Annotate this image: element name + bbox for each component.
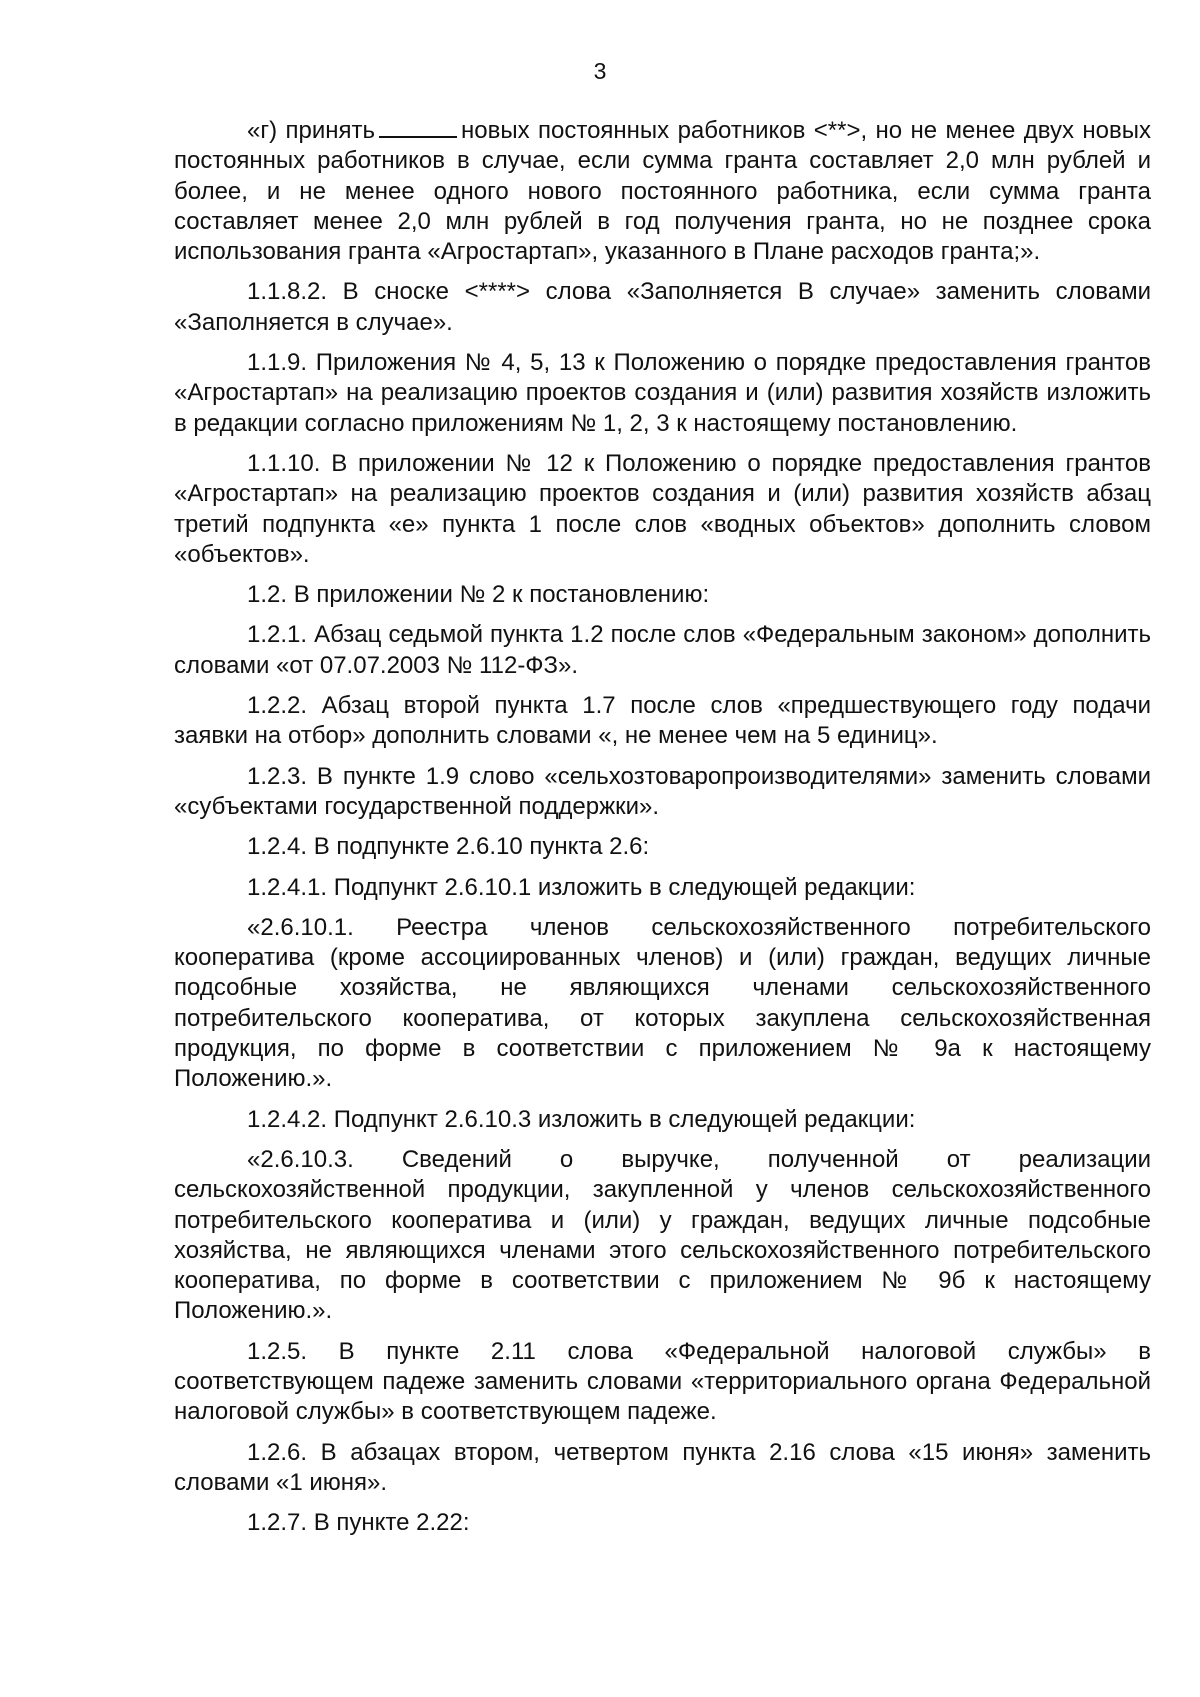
blank-fill-line [379, 118, 457, 138]
paragraph-1-2-6: 1.2.6. В абзацах втором, четвертом пункта 2.16 слова «15 июня» заменить словами «1 июня». [174, 1438, 1151, 1496]
paragraph-g-employees [174, 116, 1151, 267]
paragraph-1-2-5: 1.2.5. В пункте 2.11 слова «Федеральной налоговой службы» в соответствующем падеже заменить словами «территориального органа Федеральной налоговой службы» в соответствующем падеже. [174, 1337, 1151, 1426]
paragraph-text-before-blank: «г) принять [247, 117, 375, 144]
paragraph-quote-2-6-10-1: «2.6.10.1. Реестра членов сельскохозяйственного потребительского кооператива (кроме ассоциированных членов) и (или) граждан, ведущих личные подсобные хозяйства, не являющихся членами сельскохозяйственного потребительского кооператива, от которых закуплена сельскохозяйственная продукция, по форме в соответствии с приложением № 9а к настоящему Положению.». [174, 913, 1151, 1093]
paragraph-text-after-blank: новых постоянных работников <**>, но не менее двух новых постоянных работников в случае, если сумма гранта составляет 2,0 млн рублей и более, и не менее одного нового постоянного работника, если сумма гранта составляет менее 2,0 млн рублей в год получения гранта, но не позднее срока использования гранта «Агростартап», указанного в Плане расходов гранта;». [174, 117, 1151, 266]
paragraph-1-1-10: 1.1.10. В приложении № 12 к Положению о порядке предоставления грантов «Агростартап» на реализацию проектов создания и (или) развития хозяйств абзац третий подпункта «е» пункта 1 после слов «водных объектов» дополнить словом «объектов». [174, 449, 1151, 568]
paragraph-1-2-4-2: 1.2.4.2. Подпункт 2.6.10.3 изложить в следующей редакции: [247, 1105, 916, 1133]
paragraph-1-2-3: 1.2.3. В пункте 1.9 слово «сельхозтоваропроизводителями» заменить словами «субъектами государственной поддержки». [174, 762, 1151, 820]
paragraph-1-2-7: 1.2.7. В пункте 2.22: [247, 1509, 470, 1537]
paragraph-1-1-9: 1.1.9. Приложения № 4, 5, 13 к Положению о порядке предоставления грантов «Агростартап» на реализацию проектов создания и (или) развития хозяйств изложить в редакции согласно приложениям № 1, 2, 3 к настоящему постановлению. [174, 349, 1151, 437]
document-body [174, 116, 1151, 1548]
paragraph-1-2-2: 1.2.2. Абзац второй пункта 1.7 после слов «предшествующего году подачи заявки на отбор» дополнить словами «, не менее чем на 5 единиц». [174, 692, 1151, 750]
paragraph-1-2-4-1: 1.2.4.1. Подпункт 2.6.10.1 изложить в следующей редакции: [247, 873, 916, 901]
paragraph-1-2: 1.2. В приложении № 2 к постановлению: [247, 581, 710, 609]
paragraph-1-2-1: 1.2.1. Абзац седьмой пункта 1.2 после слов «Федеральным законом» дополнить словами «от 07.07.2003 № 112-ФЗ». [174, 621, 1151, 679]
page-number: 3 [593, 58, 607, 84]
paragraph-quote-2-6-10-3: «2.6.10.3. Сведений о выручке, полученной от реализации сельскохозяйственной продукции, закупленной у членов сельскохозяйственного потребительского кооператива и (или) у граждан, ведущих личные подсобные хозяйства, не являющихся членами этого сельскохозяйственного потребительского кооператива, по форме в соответствии с приложением № 9б к настоящему Положению.». [174, 1145, 1151, 1325]
paragraph-1-1-8-2: 1.1.8.2. В сноске <****> слова «Заполняется В случае» заменить словами «Заполняется в случае». [174, 278, 1151, 336]
paragraph-1-2-4: 1.2.4. В подпункте 2.6.10 пункта 2.6: [247, 833, 650, 861]
